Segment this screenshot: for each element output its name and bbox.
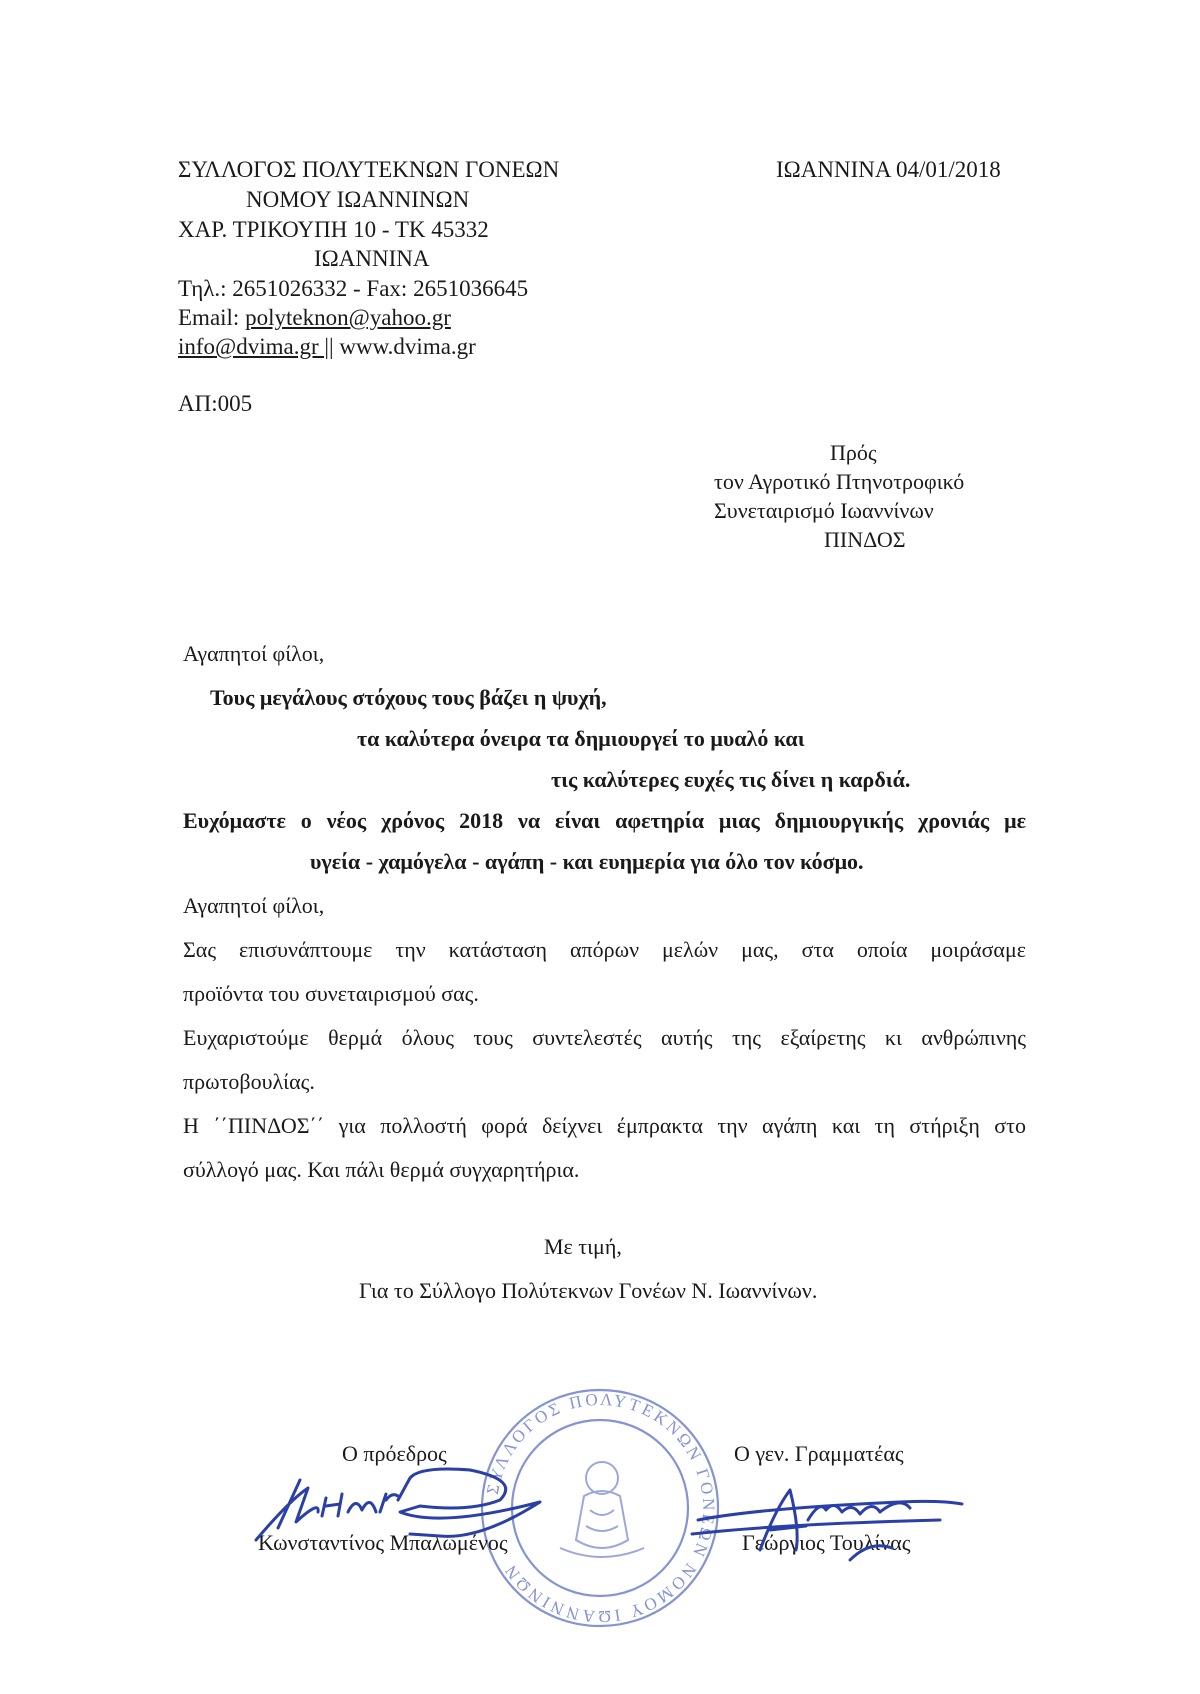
secretary-name: Γεώργιος Τουλίνας [742, 1530, 911, 1555]
sender-web-line [178, 333, 476, 361]
stamp-rings [482, 1390, 718, 1626]
sender-email-line [178, 304, 451, 332]
sender-phone: Τηλ.: 2651026332 - Fax: 2651036645 [178, 276, 529, 301]
email-label: Email: [178, 305, 246, 330]
sender-city: ΙΩΑΝΝΙΝΑ [314, 246, 430, 271]
paragraph2-line2: πρωτοβουλίας. [183, 1069, 315, 1094]
paragraph3-line1: Η ΄΄ΠΙΝΔΟΣ΄΄ για πολλοστή φορά δείχνει έμπρακτα την αγάπη και τη στήριξη στο [183, 1113, 1026, 1138]
paragraph1-line1: Σας επισυνάπτουμε την κατάσταση απόρων μελών μας, στα οποία μοιράσαμε [183, 937, 1026, 962]
paragraph2-line1: Ευχαριστούμε θερμά όλους τους συντελεστές αυτής της εξαίρετης κι ανθρώπινης [183, 1025, 1026, 1050]
wishes-line5: υγεία - χαμόγελα - αγάπη - και ευημερία για όλο τον κόσμο. [310, 849, 864, 874]
protocol-number: ΑΠ:005 [178, 391, 253, 416]
greeting-2: Αγαπητοί φίλοι, [183, 893, 325, 918]
greeting-1: Αγαπητοί φίλοι, [183, 641, 325, 666]
president-name: Κωνσταντίνος Μπαλωμένος [258, 1530, 508, 1555]
stamp-emblem [560, 1462, 644, 1557]
wishes-line1: Τους μεγάλους στόχους τους βάζει η ψυχή, [210, 685, 607, 710]
paragraph3-line2: σύλλογό μας. Και πάλι θερμά συγχαρητήρια. [183, 1157, 580, 1182]
recipient-line1: Πρός [830, 440, 877, 465]
recipient-line4: ΠΙΝΔΟΣ [824, 527, 906, 552]
sender-org-line1: ΣΥΛΛΟΓΟΣ ΠΟΛΥΤΕΚΝΩΝ ΓΟΝΕΩΝ [178, 157, 560, 182]
recipient-line3: Συνεταιρισμό Ιωαννίνων [714, 498, 934, 523]
wishes-line2: τα καλύτερα όνειρα τα δημιουργεί το μυαλό και [357, 726, 805, 751]
place-date: ΙΩΑΝΝΙΝΑ 04/01/2018 [776, 157, 1001, 182]
wishes-line3: τις καλύτερες ευχές τις δίνει η καρδιά. [551, 767, 911, 792]
closing-line1: Με τιμή, [544, 1234, 622, 1259]
secretary-title: Ο γεν. Γραμματέας [734, 1441, 904, 1466]
president-title: Ο πρόεδρος [342, 1441, 447, 1466]
sender-org-line2: ΝΟΜΟΥ ΙΩΑΝΝΙΝΩΝ [246, 187, 470, 212]
recipient-line2: τον Αγροτικό Πτηνοτροφικό [714, 469, 965, 494]
wishes-line4: Ευχόμαστε ο νέος χρόνος 2018 να είναι αφετηρία μιας δημιουργικής χρονιάς με [183, 808, 1026, 833]
paragraph1-line2: προϊόντα του συνεταιρισμού σας. [183, 981, 479, 1006]
email2-link[interactable]: info@dvima.gr || [178, 334, 334, 359]
closing-line2: Για το Σύλλογο Πολύτεκνων Γονέων Ν. Ιωαννίνων. [359, 1278, 818, 1303]
stamp-ring-text: ΣΥΛΛΟΓΟΣ ΠΟΛΥΤΕΚΝΩΝ ΓΟΝΕΩΝ ΝΟΜΟΥ ΙΩΑΝΝΙΝΩΝ [482, 1389, 719, 1627]
email-link[interactable]: polyteknon@yahoo.gr [245, 305, 451, 330]
website-text: www.dvima.gr [333, 334, 476, 359]
sender-address: ΧΑΡ. ΤΡΙΚΟΥΠΗ 10 - ΤΚ 45332 [178, 217, 489, 242]
